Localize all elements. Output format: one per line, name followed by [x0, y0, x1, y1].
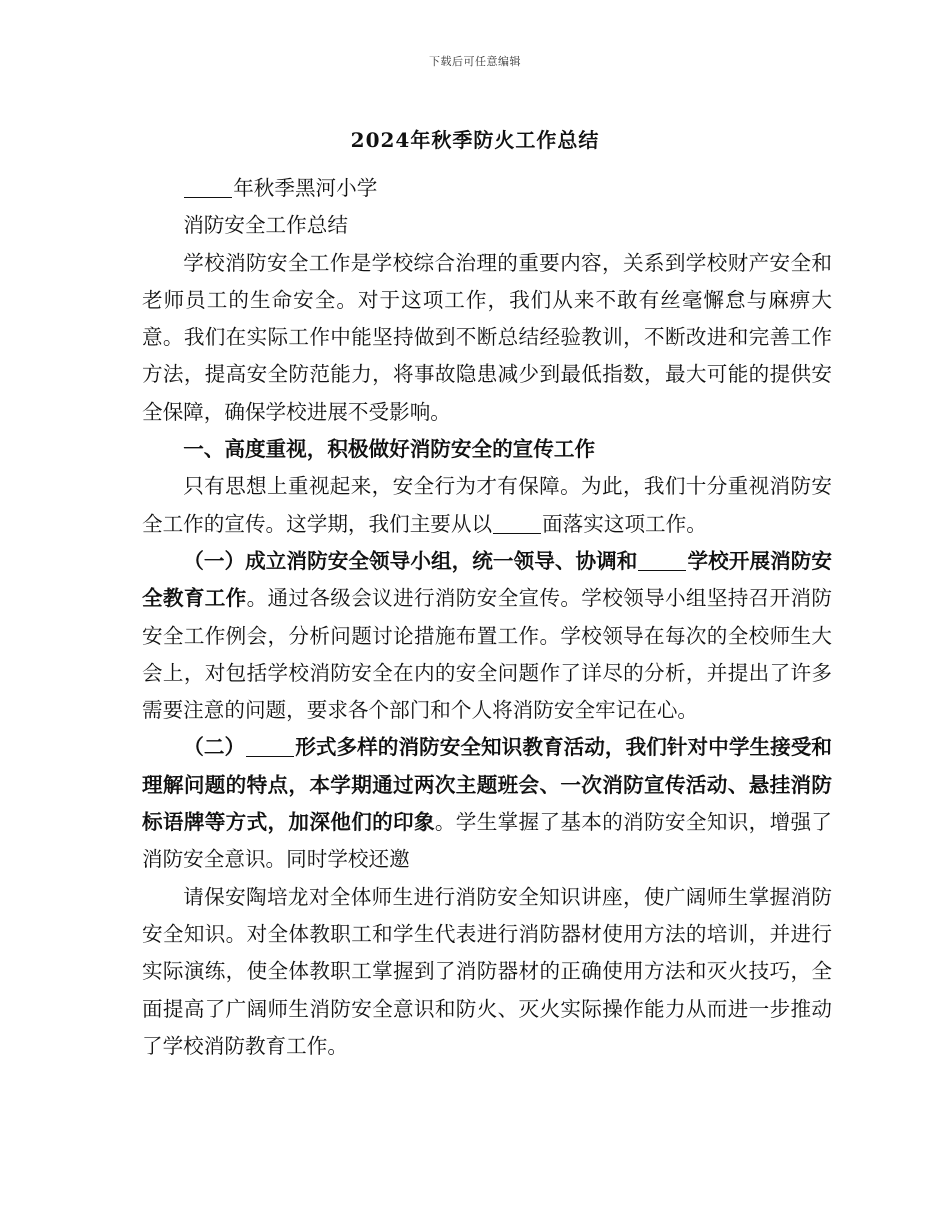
item-two-paragraph: （二） 形式多样的消防安全知识教育活动，我们针对中学生接受和理解问题的特点，本学期通过两次主题班会、一次消防宣传活动、悬挂消防标语牌等方式，加深他们的印象。学生掌握了基本的消防安全知识，增强了消防安全意识。同时学校还邀 [142, 735, 833, 872]
subtitle-school: 年秋季黑河小学 [142, 170, 832, 207]
item-one-paragraph: （一）成立消防安全领导小组，统一领导、协调和 学校开展消防安全教育工作。通过各级会议进行消防安全宣传。学校领导小组坚持召开消防安全工作例会，分析问题讨论措施布置工作。学校领导在每次的全校师生大会上，对包括学校消防安全在内的安全问题作了详尽的分析，并提出了许多需要注意的问题，要求各个部门和个人将消防安全牢记在心。 [142, 548, 833, 723]
fill-blank [184, 176, 232, 198]
document-body [142, 170, 832, 1065]
section-paragraph: 只有思想上重视起来，安全行为才有保障。为此，我们十分重视消防安全工作的宣传。这学期，我们主要从以 面落实这项工作。 [142, 474, 832, 536]
fill-blank [246, 736, 294, 758]
fill-blank [493, 512, 541, 534]
page-header-note: 下载后可任意编辑 [429, 55, 521, 68]
section-heading: 一、高度重视，积极做好消防安全的宣传工作 [183, 437, 596, 462]
closing-paragraph: 请保安陶培龙对全体师生进行消防安全知识讲座，使广阔师生掌握消防安全知识。对全体教职工和学生代表进行消防器材使用方法的培训，并进行实际演练，使全体教职工掌握到了消防器材的正确使用方法和灭火技巧，全面提高了广阔师生消防安全意识和防火、灭火实际操作能力从而进一步推动了学校消防教育工作。 [142, 884, 832, 1058]
intro-paragraph: 学校消防安全工作是学校综合治理的重要内容，关系到学校财产安全和老师员工的生命安全。对于这项工作，我们从来不敢有丝毫懈怠与麻痹大意。我们在实际工作中能坚持做到不断总结经验教训，不断改进和完善工作方法，提高安全防范能力，将事故隐患减少到最低指数，最大可能的提供安全保障，确保学校进展不受影响。 [142, 250, 832, 424]
subtitle-summary: 消防安全工作总结 [183, 213, 348, 238]
document-title: 2024年秋季防火工作总结 [350, 128, 600, 152]
fill-blank [638, 549, 686, 571]
